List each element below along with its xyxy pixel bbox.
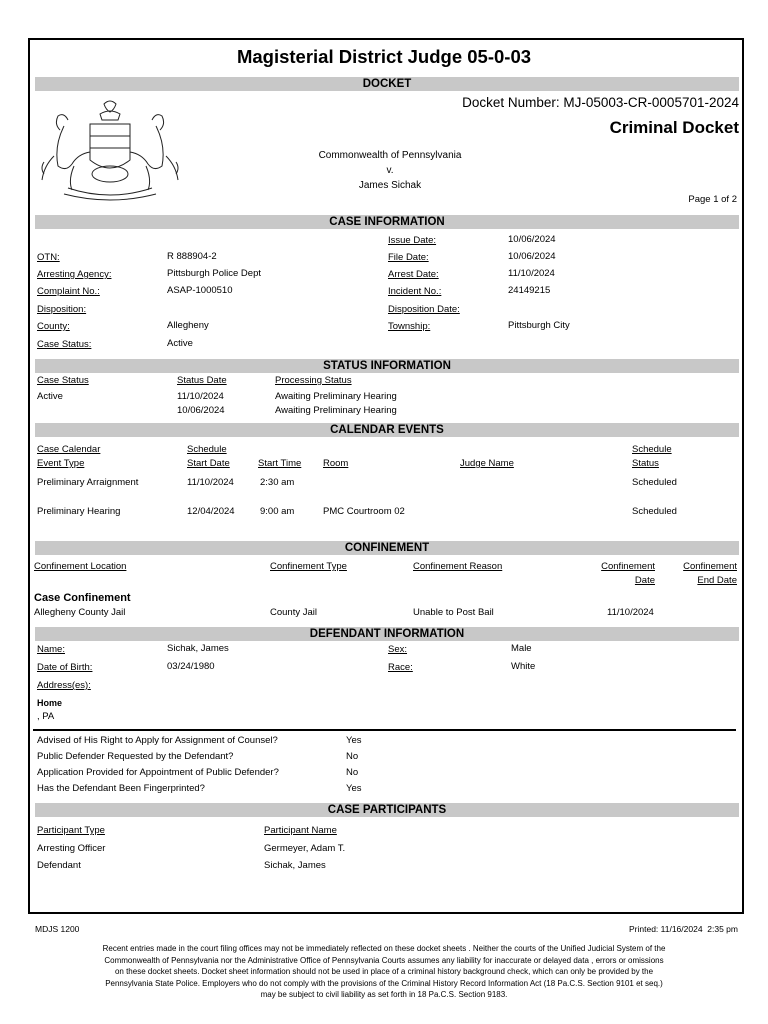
status-row-processing: Awaiting Preliminary Hearing xyxy=(275,405,397,416)
disclaimer xyxy=(40,943,728,1001)
cal-col-status1: Schedule xyxy=(632,444,672,455)
cal-col-start1: Schedule xyxy=(187,444,227,455)
status-col-status: Case Status xyxy=(37,375,89,386)
cal-event-room: PMC Courtroom 02 xyxy=(323,506,405,517)
case-info-heading: CASE INFORMATION xyxy=(35,215,739,229)
page-number: Page 1 of 2 xyxy=(688,194,737,205)
cal-event-date: 11/10/2024 xyxy=(187,477,234,488)
participant-type: Defendant xyxy=(37,860,81,871)
file-date: 10/06/2024 xyxy=(508,251,556,262)
answer: Yes xyxy=(346,735,362,746)
caption-defendant: James Sichak xyxy=(358,180,422,191)
incident-label: Incident No.: xyxy=(388,286,442,297)
section-divider xyxy=(33,729,736,731)
cal-col-time: Start Time xyxy=(258,458,302,469)
status-row-processing: Awaiting Preliminary Hearing xyxy=(275,391,397,402)
cal-event-status: Scheduled xyxy=(632,506,677,517)
dob: 03/24/1980 xyxy=(167,661,215,672)
disclaimer-line: Commonwealth of Pennsylvania nor the Administrative Office of Pennsylvania Courts assumes any liability for inaccurate or delayed data , errors or omissions xyxy=(104,955,664,965)
disclaimer-line: on these docket sheets. Docket sheet information should not be used in place of a criminal history background check, which can only be provided by the xyxy=(114,967,654,976)
defendant-name: Sichak, James xyxy=(167,643,229,654)
doc-type: Criminal Docket xyxy=(609,118,739,137)
race: White xyxy=(511,661,536,672)
file-date-label: File Date: xyxy=(388,252,429,263)
agency: Pittsburgh Police Dept xyxy=(167,268,261,279)
county-label: County: xyxy=(37,321,70,332)
conf-type: County Jail xyxy=(270,607,317,618)
status-row-date: 10/06/2024 xyxy=(177,405,225,416)
conf-col-end1: Confinement xyxy=(683,561,737,572)
cal-event-type: Preliminary Arraignment xyxy=(37,477,139,488)
sex: Male xyxy=(511,643,532,654)
conf-col-end2: End Date xyxy=(697,575,737,586)
participant-col-type: Participant Type xyxy=(37,825,105,836)
answer: No xyxy=(346,751,359,762)
question: Public Defender Requested by the Defendant? xyxy=(37,751,234,762)
docket-number: Docket Number: MJ-05003-CR-0005701-2024 xyxy=(462,95,739,110)
arrest-date-label: Arrest Date: xyxy=(388,269,439,280)
cal-col-start2: Start Date xyxy=(187,458,230,469)
status-value: Active xyxy=(37,391,63,402)
caption-versus: v. xyxy=(386,165,394,176)
case-status-label: Case Status: xyxy=(37,339,92,350)
form-number: MDJS 1200 xyxy=(35,924,80,934)
disposition-label: Disposition: xyxy=(37,304,87,315)
conf-reason: Unable to Post Bail xyxy=(413,607,494,618)
calendar-heading: CALENDAR EVENTS xyxy=(35,423,739,437)
conf-col-date1: Confinement xyxy=(601,561,655,572)
incident-number: 24149215 xyxy=(508,285,551,296)
cal-col-judge: Judge Name xyxy=(460,458,514,469)
case-confinement-title: Case Confinement xyxy=(34,592,131,604)
address-type: Home xyxy=(37,698,63,708)
question: Has the Defendant Been Fingerprinted? xyxy=(37,783,205,794)
cal-event-date: 12/04/2024 xyxy=(187,506,235,517)
status-col-processing: Processing Status xyxy=(275,375,352,386)
status-col-date: Status Date xyxy=(177,375,227,386)
answer: Yes xyxy=(346,783,362,794)
cal-event-type: Preliminary Hearing xyxy=(37,506,121,517)
conf-location: Allegheny County Jail xyxy=(34,607,126,618)
case-caption xyxy=(300,148,480,193)
cal-col-event1: Case Calendar xyxy=(37,444,101,455)
caption-plaintiff: Commonwealth of Pennsylvania xyxy=(318,150,462,161)
answer: No xyxy=(346,767,359,778)
race-label: Race: xyxy=(388,662,413,673)
status-row-date: 11/10/2024 xyxy=(177,391,224,402)
confinement-heading: CONFINEMENT xyxy=(35,541,739,555)
issue-date: 10/06/2024 xyxy=(508,234,556,245)
printed-timestamp: Printed: 11/16/2024 2:35 pm xyxy=(628,924,738,934)
sex-label: Sex: xyxy=(388,644,408,655)
cal-event-time: 2:30 am xyxy=(260,477,295,488)
participant-name: Sichak, James xyxy=(264,860,326,871)
otn-label: OTN: xyxy=(37,252,60,263)
otn: R 888904-2 xyxy=(167,251,217,262)
agency-label: Arresting Agency: xyxy=(37,269,112,280)
disposition-date-label: Disposition Date: xyxy=(388,304,460,315)
participant-type: Arresting Officer xyxy=(37,843,106,854)
arrest-date: 11/10/2024 xyxy=(508,268,555,279)
address: , PA xyxy=(37,711,55,722)
township-label: Township: xyxy=(388,321,431,332)
court-title: Magisterial District Judge 05-0-03 xyxy=(236,46,532,67)
disclaimer-line: Recent entries made in the court filing offices may not be immediately reflected on these docket sheets . Neither the courts of the Unified Judicial System of the xyxy=(102,944,666,953)
complaint-number: ASAP-1000510 xyxy=(167,285,233,296)
docket-bar: DOCKET xyxy=(35,77,739,91)
complaint-label: Complaint No.: xyxy=(37,286,100,297)
cal-col-status2: Status xyxy=(632,458,659,469)
participant-name: Germeyer, Adam T. xyxy=(264,843,346,854)
conf-col-date2: Date xyxy=(634,575,655,586)
participants-heading: CASE PARTICIPANTS xyxy=(35,803,739,817)
conf-col-location: Confinement Location xyxy=(34,561,127,572)
participant-col-name: Participant Name xyxy=(264,825,337,836)
dob-label: Date of Birth: xyxy=(37,662,93,673)
defendant-heading: DEFENDANT INFORMATION xyxy=(35,627,739,641)
status-info-heading: STATUS INFORMATION xyxy=(35,359,739,373)
township: Pittsburgh City xyxy=(508,320,570,331)
conf-date: 11/10/2024 xyxy=(607,607,654,618)
cal-event-status: Scheduled xyxy=(632,477,677,488)
cal-event-time: 9:00 am xyxy=(260,506,295,517)
question: Advised of His Right to Apply for Assignment of Counsel? xyxy=(37,735,278,746)
case-status: Active xyxy=(167,338,193,349)
defendant-name-label: Name: xyxy=(37,644,65,655)
issue-date-label: Issue Date: xyxy=(388,235,437,246)
disclaimer-line: may be subject to civil liability as set forth in 18 Pa.C.S. Section 9183. xyxy=(260,990,508,999)
cal-col-room: Room xyxy=(323,458,349,469)
disclaimer-line: Pennsylvania State Police. Employers who do not comply with the provisions of the Criminal History Record Information Act (18 Pa.C.S. Section 9101 et seq.) xyxy=(105,978,663,988)
conf-col-type: Confinement Type xyxy=(270,561,347,572)
cal-col-event2: Event Type xyxy=(37,458,85,469)
county: Allegheny xyxy=(167,320,209,331)
pennsylvania-seal-icon xyxy=(34,96,186,204)
address-label: Address(es): xyxy=(37,680,91,691)
conf-col-reason: Confinement Reason xyxy=(413,561,503,572)
question: Application Provided for Appointment of Public Defender? xyxy=(37,767,279,778)
